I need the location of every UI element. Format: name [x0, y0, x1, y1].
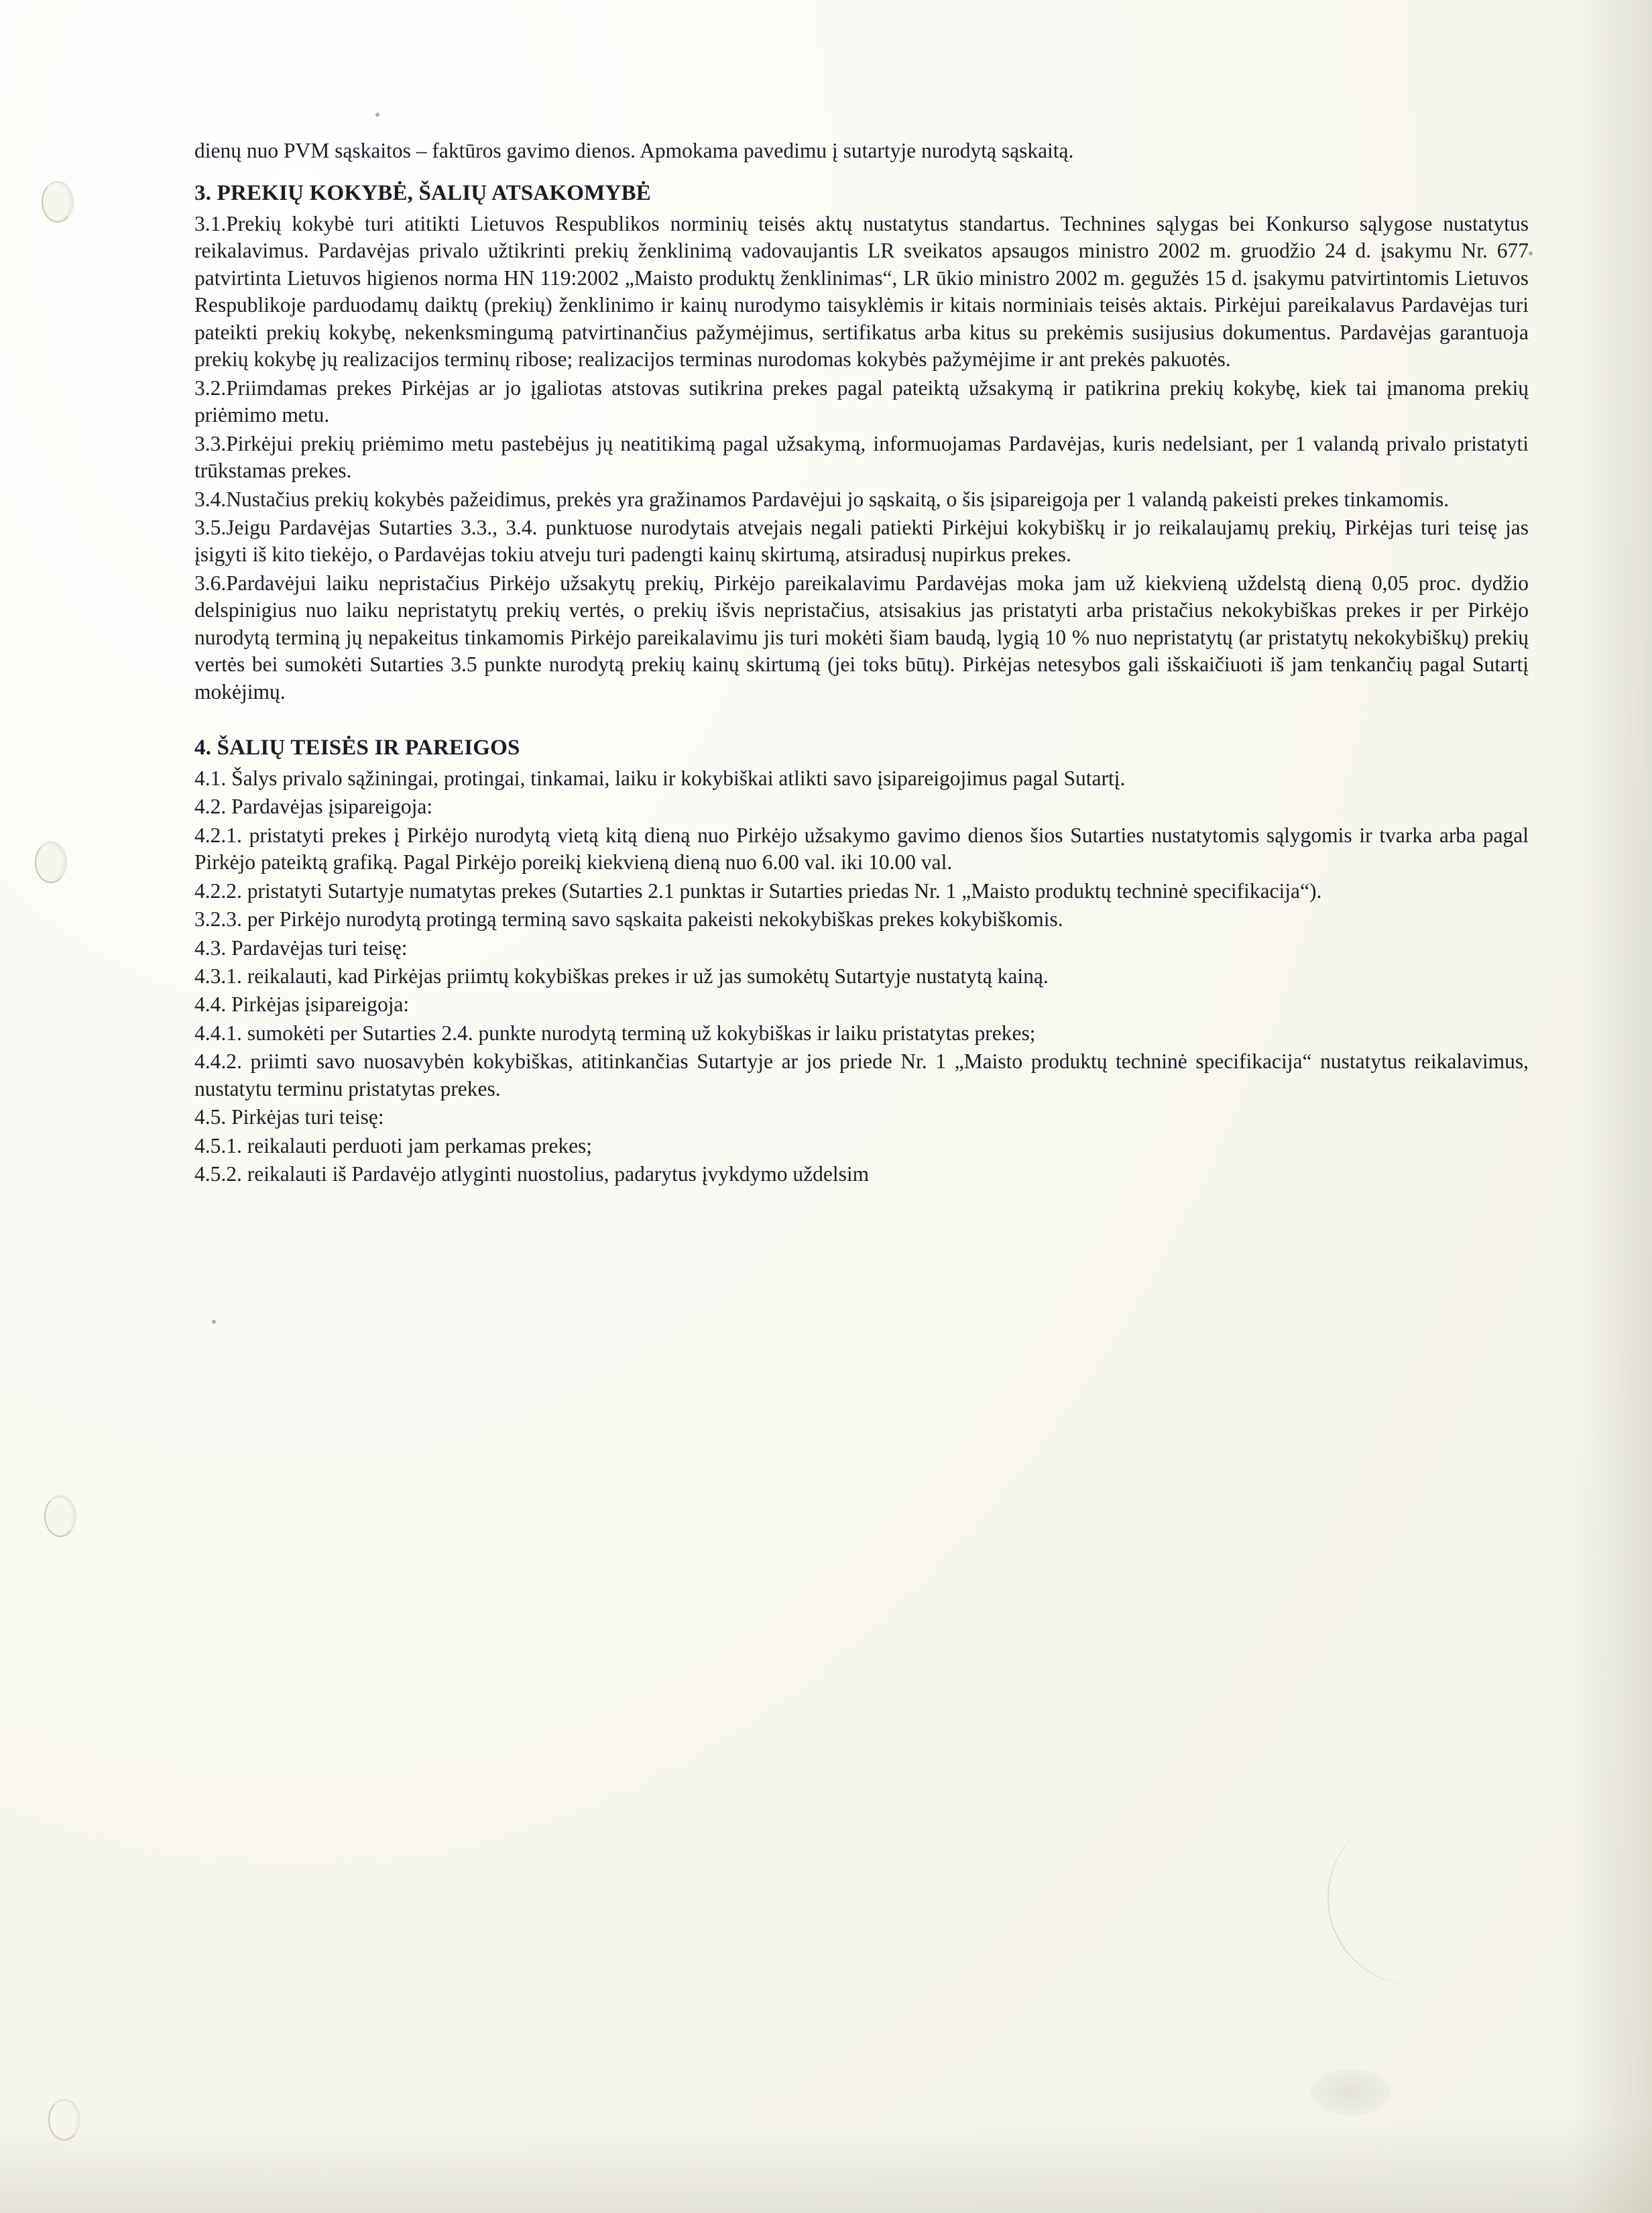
clause-4-2-1: 4.2.1. pristatyti prekes į Pirkėjo nurodytą vietą kitą dieną nuo Pirkėjo užsakymo gavimo dienos šios Sutarties nustatytomis sąlygomis ir tvarka arba pagal Pirkėjo pateiktą grafiką. Pagal Pirkėjo poreikį kiekvieną dieną nuo 6.00 val. iki 10.00 val. — [194, 823, 1529, 874]
ink-speck — [212, 1320, 216, 1324]
clause-4-3-1: 4.3.1. reikalauti, kad Pirkėjas priimtų kokybiškas prekes ir už jas sumokėtų Sutartyje nustatytą kainą. — [194, 964, 1049, 988]
intro-paragraph: dienų nuo PVM sąskaitos – faktūros gavimo dienos. Apmokama pavedimu į sutartyje nurodytą sąskaitą. — [194, 139, 1074, 162]
punch-hole — [44, 1495, 76, 1537]
punch-hole — [48, 2099, 80, 2141]
paper-smudge — [1311, 2069, 1391, 2116]
punch-hole — [35, 842, 67, 883]
page-edge-shadow-bottom — [0, 2119, 1652, 2213]
document-body — [194, 137, 1529, 1190]
clause-3-1: 3.1.Prekių kokybė turi atitikti Lietuvos Respublikos norminių teisės aktų nustatytus standartus. Technines sąlygas bei Konkurso sąlygose nustatytus reikalavimus. Pardavėjas privalo užtikrinti prekių ženklinimą vadovaujantis LR sveikatos apsaugos ministro 2002 m. gruodžio 24 d. įsakymu Nr. 677 patvirtinta Lietuvos higienos norma HN 119:2002 „Maisto produktų ženklinimas“, LR ūkio ministro 2002 m. gegužės 15 d. įsakymu patvirtintomis Lietuvos Respublikoje parduodamų daiktų (prekių) ženklinimo ir kainų nurodymo taisyklėmis ir kitais norminiais teisės aktais. Pirkėjui pareikalavus Pardavėjas turi pateikti prekių kokybę, nekenksmingumą patvirtinančius pažymėjimus, sertifikatus arba kitus su prekėmis susijusius dokumentus. Pardavėjas garantuoja prekių kokybę jų realizacijos terminų ribose; realizacijos terminas nurodomas kokybės pažymėjime ir ant prekės pakuotės. — [194, 211, 1529, 372]
clause-4-3: 4.3. Pardavėjas turi teisę: — [194, 935, 408, 960]
clause-3-3: 3.3.Pirkėjui prekių priėmimo metu pastebėjus jų neatitikimą pagal užsakymą, informuojamas Pardavėjas, kuris nedelsiant, per 1 valandą privalo pristatyti trūkstamas prekes. — [194, 431, 1529, 483]
punch-hole — [42, 181, 74, 223]
ink-speck — [375, 113, 379, 117]
clause-3-2-3: 3.2.3. per Pirkėjo nurodytą protingą terminą savo sąskaita pakeisti nekokybiškas prekes kokybiškomis. — [194, 907, 1063, 931]
clause-4-4-2: 4.4.2. priimti savo nuosavybėn kokybiškas, atitinkančias Sutartyje ar jos priede Nr. 1 „Maisto produktų techninė specifikacija“ nustatytus reikalavimus, nustatytu terminu pristatytas prekes. — [194, 1049, 1529, 1100]
clause-4-5-1: 4.5.1. reikalauti perduoti jam perkamas prekes; — [194, 1133, 593, 1157]
clause-3-4: 3.4.Nustačius prekių kokybės pažeidimus, prekės yra gražinamos Pardavėjui jo sąskaitą, o šis įsipareigoja per 1 valandą pakeisti prekes tinkamomis. — [194, 487, 1450, 511]
clause-3-6: 3.6.Pardavėjui laiku nepristačius Pirkėjo užsakytų prekių, Pirkėjo pareikalavimu Pardavėjas moka jam už kiekvieną uždelstą dieną 0,05 proc. dydžio delspinigius nuo laiku nepristatytų prekių vertės, o prekių išvis nepristačius, atsisakius jas pristatyti arba pristačius nekokybiškas prekes ir per Pirkėjo nurodytą terminą jų nepakeitus tinkamomis Pirkėjo pareikalavimu jis turi mokėti šiam baudą, lygią 10 % nuo nepristatytų (ar pristatytų nekokybiškų) prekių vertės bei sumokėti Sutarties 3.5 punkte nurodytą prekių kainų skirtumą (jei toks būtų). Pirkėjas netesybos gali išskaičiuoti iš jam tenkančių pagal Sutartį mokėjimų. — [194, 571, 1529, 703]
clause-4-5-2: 4.5.2. reikalauti iš Pardavėjo atlyginti nuostolius, padarytus įvykdymo uždelsim — [194, 1162, 870, 1186]
clause-4-4: 4.4. Pirkėjas įsipareigoja: — [194, 992, 410, 1017]
section-heading-3: 3. PREKIŲ KOKYBĖ, ŠALIŲ ATSAKOMYBĖ — [194, 181, 651, 206]
clause-3-5: 3.5.Jeigu Pardavėjas Sutarties 3.3., 3.4. punktuose nurodytais atvejais negali patiekti Pirkėjui kokybiškų ir jo reikalaujamų prekių, Pirkėjas turi teisę jas įsigyti iš kito tiekėjo, o Pardavėjas tokiu atveju turi padengti kainų skirtumą, atsiradusį nupirkus prekes. — [194, 516, 1529, 567]
clause-4-1: 4.1. Šalys privalo sąžiningai, protingai, tinkamai, laiku ir kokybiškai atlikti savo įsipareigojimus pagal Sutartį. — [194, 766, 1126, 790]
page-edge-shadow-right — [1572, 0, 1652, 2213]
clause-4-5: 4.5. Pirkėjas turi teisę: — [194, 1105, 384, 1129]
ink-speck — [1529, 251, 1533, 256]
clause-4-2-2: 4.2.2. pristatyti Sutartyje numatytas prekes (Sutarties 2.1 punktas ir Sutarties priedas Nr. 1 „Maisto produktų techninė specifikacija“). — [194, 878, 1322, 903]
section-heading-4: 4. ŠALIŲ TEISĖS IR PAREIGOS — [194, 736, 520, 760]
clause-4-2: 4.2. Pardavėjas įsipareigoja: — [194, 795, 433, 819]
clause-4-4-1: 4.4.1. sumokėti per Sutarties 2.4. punkte nurodytą terminą už kokybiškas ir laiku pristatytas prekes; — [194, 1021, 1036, 1045]
clause-3-2: 3.2.Priimdamas prekes Pirkėjas ar jo įgaliotas atstovas sutikrina prekes pagal pateiktą užsakymą ir patikrina prekių kokybę, kiek tai įmanoma prekių priėmimo metu. — [194, 376, 1529, 427]
